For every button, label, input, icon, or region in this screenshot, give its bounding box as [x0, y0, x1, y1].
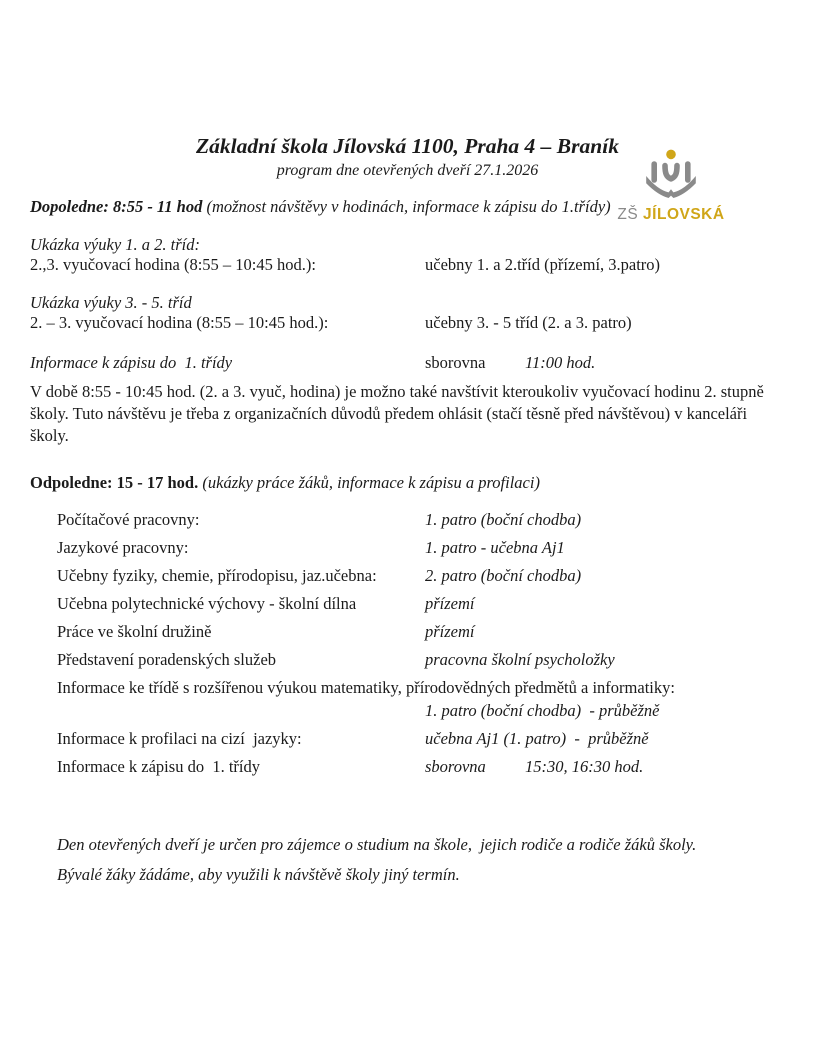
item-label: Jazykové pracovny: — [57, 538, 189, 557]
document-page — [0, 134, 815, 1059]
morning-section-1-row — [30, 255, 785, 275]
item-place: přízemí — [425, 594, 475, 613]
item-label: Představení poradenských služeb — [57, 650, 277, 669]
lesson-time-label: 2. – 3. vyučovací hodina (8:55 – 10:45 hod.): — [30, 313, 329, 332]
footer-line-1: Den otevřených dveří je určen pro zájemce o studium na škole, jejich rodiče a rodiče žáků školy. — [57, 835, 697, 854]
item-place: 1. patro (boční chodba) — [425, 510, 582, 529]
afternoon-heading — [30, 473, 785, 493]
list-item — [30, 622, 785, 642]
item-place: 1. patro - učebna Aj1 — [425, 538, 565, 557]
math-class-place: 1. patro (boční chodba) - průběžně — [425, 701, 660, 720]
morning-heading-time: Dopoledne: 8:55 - 11 hod — [30, 197, 203, 216]
item-place: pracovna školní psycholožky — [425, 650, 615, 669]
footer-notes — [30, 835, 785, 885]
morning-section-1-label: Ukázka výuky 1. a 2. tříd: — [30, 235, 200, 254]
item-label: Práce ve školní družině — [57, 622, 212, 641]
open-book-person-icon — [630, 148, 712, 204]
afternoon-heading-time: Odpoledne: 15 - 17 hod. — [30, 473, 199, 492]
enrollment-time: 15:30, 16:30 hod. — [525, 757, 644, 776]
afternoon-heading-note: (ukázky práce žáků, informace k zápisu a profilaci) — [198, 473, 540, 492]
enrollment-time: 11:00 hod. — [525, 353, 596, 372]
lesson-place-value: učebny 1. a 2.tříd (přízemí, 3.patro) — [425, 255, 661, 274]
item-label: Učebna polytechnické výchovy - školní dílna — [57, 594, 357, 613]
afternoon-rows — [30, 510, 785, 777]
logo-name-label: JÍLOVSKÁ — [643, 206, 725, 223]
item-label: Učebny fyziky, chemie, přírodopisu, jaz.učebna: — [57, 566, 377, 585]
list-item — [30, 594, 785, 614]
morning-enrollment-row — [30, 353, 785, 373]
afternoon-enrollment-row — [30, 757, 785, 777]
item-place: 2. patro (boční chodba) — [425, 566, 582, 585]
logo-zs-label: ZŠ — [617, 206, 644, 223]
morning-heading-note: (možnost návštěvy v hodinách, informace k zápisu do 1.třídy) — [202, 197, 611, 216]
enrollment-place: sborovna — [425, 353, 486, 372]
list-item — [30, 566, 785, 586]
list-item — [30, 538, 785, 558]
math-class-info — [30, 678, 785, 721]
school-logo — [613, 148, 729, 224]
list-item — [30, 650, 785, 670]
page-subtitle: program dne otevřených dveří 27.1.2026 — [276, 162, 539, 179]
school-logo-text — [613, 206, 729, 224]
list-item — [30, 510, 785, 530]
morning-section-2-label: Ukázka výuky 3. - 5. tříd — [30, 293, 192, 312]
enrollment-place: sborovna — [425, 757, 486, 776]
enrollment-label: Informace k zápisu do 1. třídy — [57, 757, 260, 776]
language-profile-label: Informace k profilaci na cizí jazyky: — [57, 729, 302, 748]
math-class-label: Informace ke třídě s rozšířenou výukou matematiky, přírodovědných předmětů a informatiky: — [57, 678, 675, 697]
lesson-time-label: 2.,3. vyučovací hodina (8:55 – 10:45 hod.): — [30, 255, 316, 274]
page-title: Základní škola Jílovská 1100, Praha 4 – Braník — [196, 134, 619, 158]
enrollment-label: Informace k zápisu do 1. třídy — [30, 353, 233, 372]
morning-note-paragraph: V době 8:55 - 10:45 hod. (2. a 3. vyuč, hodina) je možno také navštívit kteroukoliv vyučovací hodinu 2. stupně školy. Tuto návštěvu je třeba z organizačních důvodů předem ohlásit (stačí těsně před návštěvou) v kanceláři školy. — [30, 382, 764, 445]
math-class-place-row — [30, 701, 785, 721]
language-profile-row — [30, 729, 785, 749]
item-label: Počítačové pracovny: — [57, 510, 200, 529]
language-profile-place: učebna Aj1 (1. patro) - průběžně — [425, 729, 649, 748]
lesson-place-value: učebny 3. - 5 tříd (2. a 3. patro) — [425, 313, 632, 332]
footer-line-2: Bývalé žáky žádáme, aby využili k návštěvě školy jiný termín. — [57, 865, 460, 884]
morning-section-2-row — [30, 313, 785, 333]
item-place: přízemí — [425, 622, 475, 641]
